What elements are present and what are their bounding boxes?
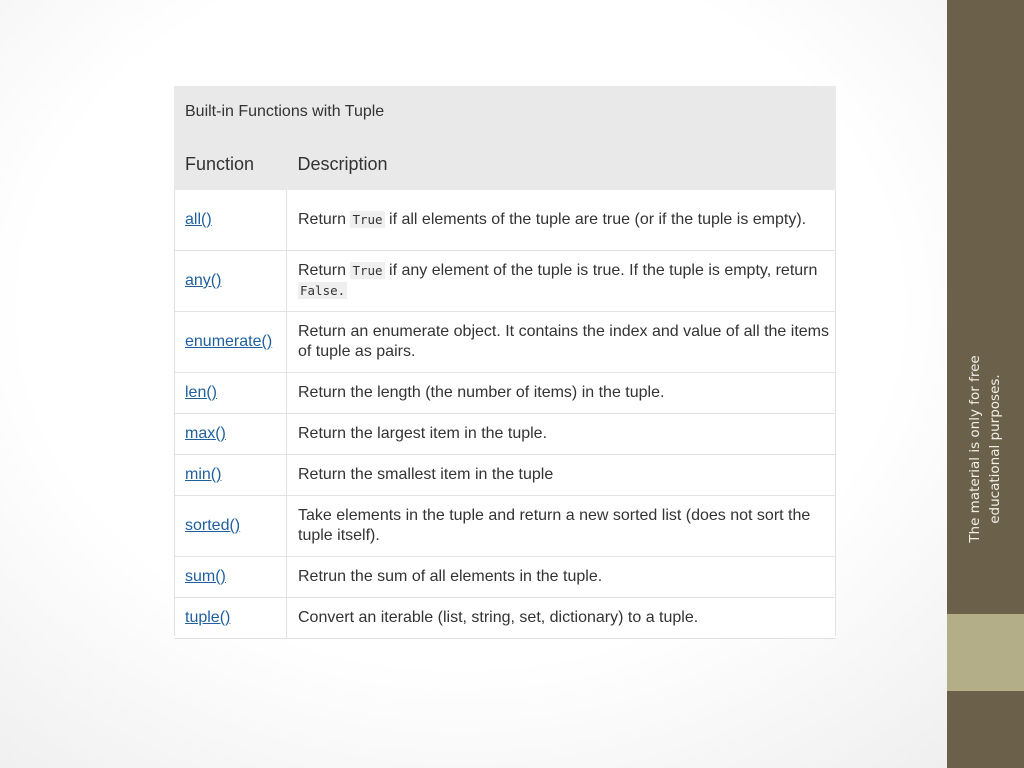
table-header-row	[174, 138, 836, 190]
table-row	[174, 455, 836, 496]
description-cell: Return True if any element of the tuple is true. If the tuple is empty, return False.	[287, 251, 837, 312]
description-cell: Convert an iterable (list, string, set, dictionary) to a tuple.	[287, 598, 837, 639]
function-link-max[interactable]: max()	[185, 425, 226, 442]
table-row	[174, 557, 836, 598]
function-link-all[interactable]: all()	[185, 211, 212, 228]
description-cell: Retrun the sum of all elements in the tuple.	[287, 557, 837, 598]
function-link-enumerate[interactable]: enumerate()	[185, 333, 273, 350]
code-literal: True	[352, 263, 383, 278]
description-cell: Return the largest item in the tuple.	[287, 414, 837, 455]
table-caption: Built-in Functions with Tuple	[174, 86, 836, 138]
function-link-any[interactable]: any()	[185, 272, 222, 289]
function-link-len[interactable]: len()	[185, 384, 218, 401]
sidebar-accent-block	[947, 614, 1024, 691]
description-cell: Return True if all elements of the tuple are true (or if the tuple is empty).	[287, 190, 837, 251]
function-link-sum[interactable]: sum()	[185, 568, 226, 585]
description-cell: Take elements in the tuple and return a new sorted list (does not sort the tuple itself).	[287, 496, 837, 557]
table-row	[174, 251, 836, 312]
table-row	[174, 414, 836, 455]
sidebar-disclaimer-text: The material is only for free educational purposes.	[967, 355, 1003, 543]
table-row	[174, 373, 836, 414]
code-literal: False.	[300, 283, 346, 298]
description-cell: Return the smallest item in the tuple	[287, 455, 837, 496]
table-caption-row	[174, 86, 836, 138]
table-row	[174, 312, 836, 373]
functions-table	[174, 86, 836, 639]
description-cell: Return an enumerate object. It contains the index and value of all the items of tuple as pairs.	[287, 312, 837, 373]
function-link-min[interactable]: min()	[185, 466, 222, 483]
table-row	[174, 598, 836, 639]
function-link-tuple[interactable]: tuple()	[185, 609, 231, 626]
header-description: Description	[287, 138, 837, 190]
header-function: Function	[174, 138, 287, 190]
code-literal: True	[352, 212, 383, 227]
table-row	[174, 190, 836, 251]
function-link-sorted[interactable]: sorted()	[185, 517, 241, 534]
description-cell: Return the length (the number of items) in the tuple.	[287, 373, 837, 414]
table-row	[174, 496, 836, 557]
